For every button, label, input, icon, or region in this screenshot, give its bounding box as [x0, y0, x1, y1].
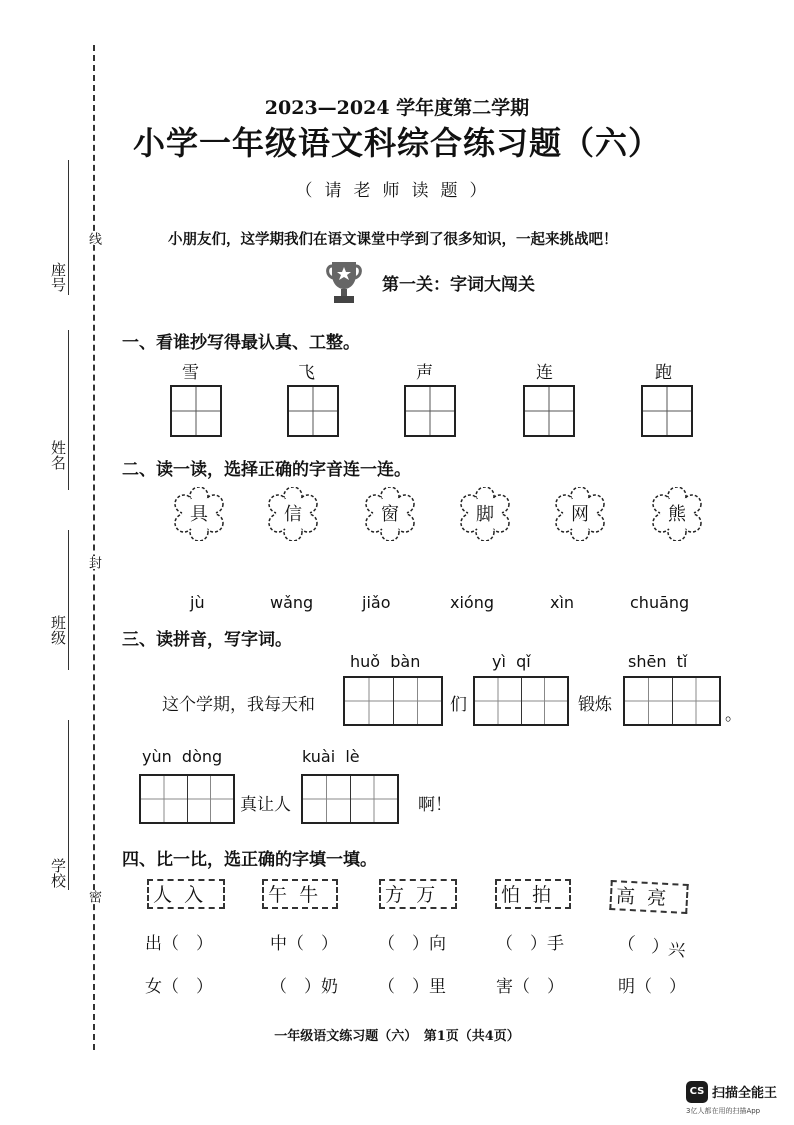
q2-pinyin[interactable]: xìn [550, 593, 575, 612]
q2-pinyin[interactable]: xióng [450, 593, 494, 612]
scanner-logo-icon: CS [686, 1081, 708, 1103]
q3-pinyin: yùn dòng [142, 747, 223, 766]
fill-blank[interactable]: 害（ ） [496, 977, 564, 997]
q3-pinyin: yì qǐ [492, 652, 531, 671]
q3-pinyin: huǒ bàn [350, 652, 421, 671]
fill-blank[interactable]: 出（ ） [145, 934, 213, 954]
q3-sentence2-part1: 真让人 [240, 795, 291, 815]
q1-char: 声 [416, 363, 433, 383]
class-line [68, 530, 69, 670]
school-year-line: 2023—2024 学年度第二学期 [264, 97, 530, 119]
q3-pinyin: kuài lè [302, 747, 360, 766]
q1-char: 雪 [182, 363, 199, 383]
q2-pinyin[interactable]: jiǎo [362, 593, 391, 612]
scanner-app-name: 扫描全能王 [712, 1086, 778, 1101]
q3-sentence1-part1: 这个学期，我每天和 [162, 695, 315, 715]
char-pair-box: 方 万 [379, 879, 457, 909]
word-writing-box[interactable] [139, 774, 235, 824]
q2-char[interactable]: 脚 [476, 504, 494, 525]
q1-char: 跑 [655, 363, 672, 383]
q1-heading: 一、看谁抄写得最认真、工整。 [122, 333, 360, 353]
q3-sentence1-part3: 锻炼 [578, 695, 612, 715]
q2-heading: 二、读一读，选择正确的字音连一连。 [122, 460, 411, 480]
writing-grid[interactable] [404, 385, 456, 437]
fill-blank[interactable]: （ ）手 [496, 934, 564, 954]
q4-heading: 四、比一比，选正确的字填一填。 [122, 850, 377, 870]
seal-mark: 封 [86, 556, 101, 569]
page-footer: 一年级语文练习题（六） 第1页（共4页） [274, 1029, 520, 1044]
q2-pinyin[interactable]: jù [190, 593, 205, 612]
writing-grid[interactable] [170, 385, 222, 437]
intro-text: 小朋友们，这学期我们在语文课堂中学到了很多知识，一起来挑战吧！ [168, 232, 618, 248]
level-title: 第一关：字词大闯关 [382, 275, 535, 295]
fill-blank[interactable]: （ ）向 [378, 934, 446, 954]
page-subtitle: （请老师读题） [295, 181, 499, 201]
q2-char[interactable]: 具 [190, 504, 208, 525]
q2-pinyin[interactable]: chuāng [630, 593, 690, 612]
trophy-icon [324, 258, 364, 306]
q3-sentence1-end: 。 [725, 705, 742, 725]
fill-blank[interactable]: 明（ ） [618, 977, 686, 997]
word-writing-box[interactable] [623, 676, 721, 726]
char-pair-box: 怕 拍 [495, 879, 571, 909]
word-writing-box[interactable] [301, 774, 399, 824]
name-label: 姓名 [49, 440, 67, 470]
q2-char[interactable]: 信 [284, 504, 302, 525]
q1-char: 飞 [298, 363, 315, 383]
fill-blank[interactable]: （ ）奶 [270, 977, 338, 997]
scanner-tagline: 3亿人都在用的扫描App [686, 1107, 761, 1115]
seat-number-label: 座号 [49, 262, 67, 292]
char-pair-box: 人 入 [147, 879, 225, 909]
fill-blank[interactable]: 中（ ） [270, 934, 338, 954]
char-pair-box: 高 亮 [609, 880, 688, 914]
q2-char[interactable]: 网 [571, 504, 589, 525]
q2-pinyin[interactable]: wǎng [270, 593, 314, 612]
fill-blank[interactable]: 女（ ） [145, 977, 213, 997]
line-mark: 线 [86, 232, 101, 245]
q1-char: 连 [536, 363, 553, 383]
q3-sentence2-end: 啊！ [418, 795, 452, 815]
writing-grid[interactable] [523, 385, 575, 437]
q2-char[interactable]: 窗 [381, 504, 399, 525]
class-label: 班级 [49, 615, 67, 645]
fill-blank[interactable]: （ ）里 [378, 977, 446, 997]
school-label: 学校 [49, 858, 67, 888]
writing-grid[interactable] [287, 385, 339, 437]
q3-sentence1-part2: 们 [450, 695, 467, 715]
fill-blank[interactable]: （ ）兴 [616, 932, 687, 962]
secret-mark: 密 [86, 890, 101, 903]
word-writing-box[interactable] [473, 676, 569, 726]
q2-char[interactable]: 熊 [668, 504, 686, 525]
q3-heading: 三、读拼音，写字词。 [122, 630, 292, 650]
writing-grid[interactable] [641, 385, 693, 437]
char-pair-box: 午 牛 [262, 879, 338, 909]
q3-pinyin: shēn tǐ [628, 652, 688, 671]
page-title: 小学一年级语文科综合练习题（六） [132, 124, 661, 162]
word-writing-box[interactable] [343, 676, 443, 726]
